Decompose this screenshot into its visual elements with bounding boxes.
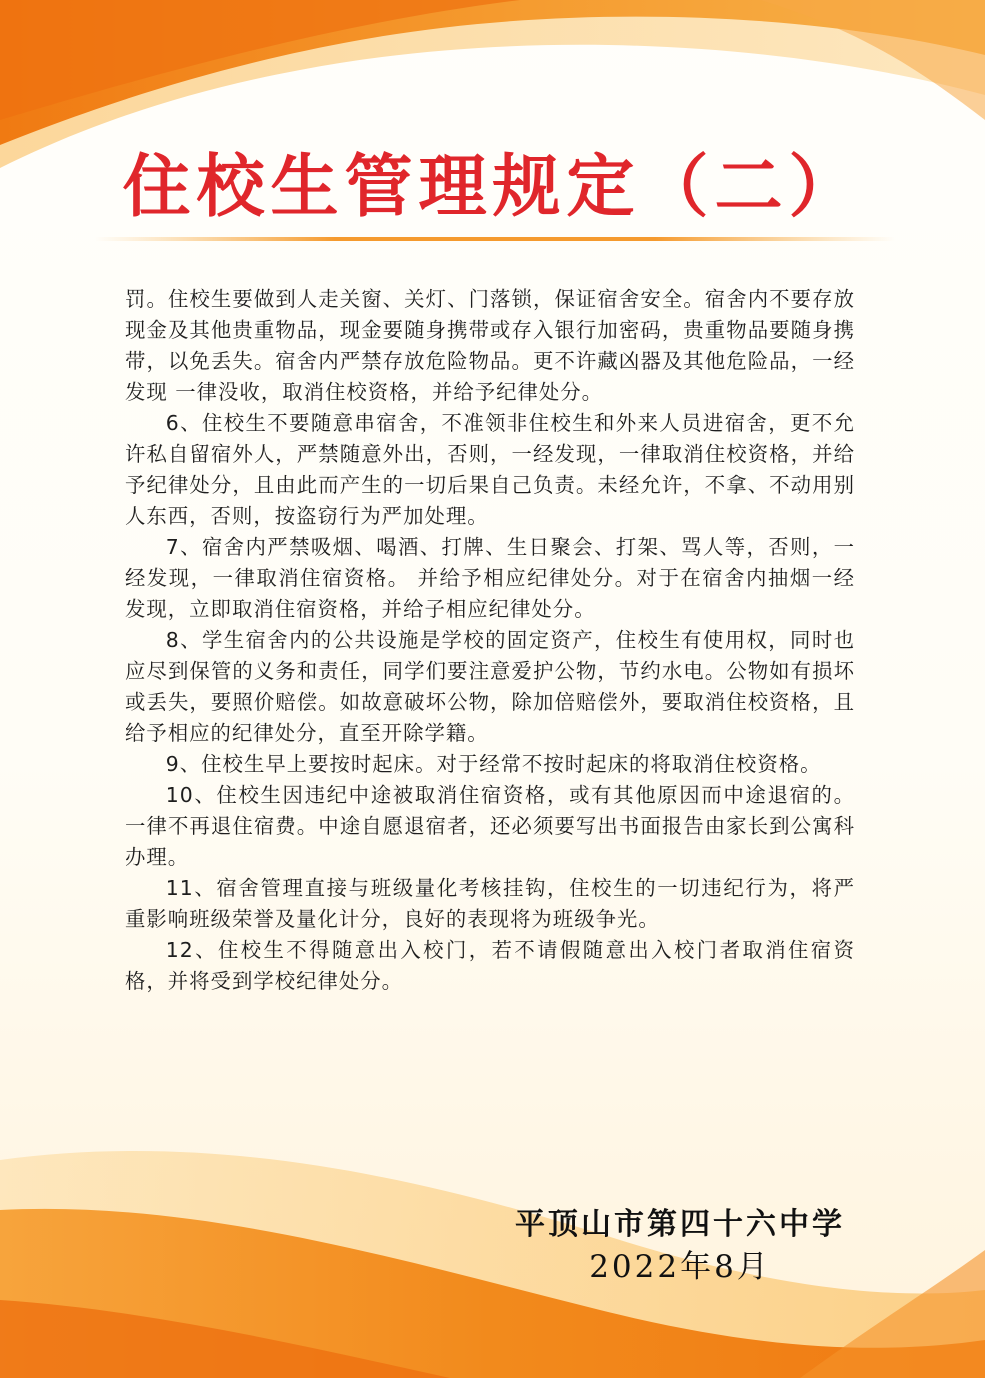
rule-12: 12、住校生不得随意出入校门，若不请假随意出入校门者取消住宿资格，并将受到学校纪律处分。 [125, 938, 855, 993]
regulation-body [125, 284, 855, 997]
rule-7: 7、宿舍内严禁吸烟、喝酒、打牌、生日聚会、打架、骂人等，否则，一经发现，一律取消住宿资格。 并给予相应纪律处分。对于在宿舍内抽烟一经发现，立即取消住宿资格，并给子相应纪律处分。 [125, 535, 855, 621]
signature-block [515, 1205, 845, 1289]
page-title: 住校生管理规定（二） [122, 147, 863, 227]
paragraph-continuation: 罚。住校生要做到人走关窗、关灯、门落锁，保证宿舍安全。宿舍内不要存放现金及其他贵重物品，现金要随身携带或存入银行加密码，贵重物品要随身携带，以免丢失。宿舍内严禁存放危险物品。更不许藏凶器及其他危险品，一经发现 一律没收，取消住校资格，并给予纪律处分。 [125, 287, 855, 404]
issue-date: 2022年8月 [589, 1249, 771, 1285]
rule-9: 9、住校生早上要按时起床。对于经常不按时起床的将取消住校资格。 [165, 752, 822, 776]
rule-6: 6、住校生不要随意串宿舍，不准领非住校生和外来人员进宿舍，更不允许私自留宿外人，严禁随意外出，否则，一经发现，一律取消住校资格，并给予纪律处分，且由此而产生的一切后果自己负责。未经允许，不拿、不动用别人东西，否则，按盗窃行为严加处理。 [125, 411, 855, 528]
rule-10: 10、住校生因违纪中途被取消住宿资格，或有其他原因而中途退宿的。 一律不再退住宿费。中途自愿退宿者，还必须要写出书面报告由家长到公寓科办理。 [125, 783, 855, 869]
school-name: 平顶山市第四十六中学 [515, 1207, 845, 1242]
title-underline [95, 236, 895, 242]
rule-11: 11、宿舍管理直接与班级量化考核挂钩，住校生的一切违纪行为，将严重影响班级荣誉及量化计分，良好的表现将为班级争光。 [125, 876, 855, 931]
rule-8: 8、学生宿舍内的公共设施是学校的固定资产，住校生有使用权，同时也应尽到保管的义务和责任，同学们要注意爱护公物，节约水电。公物如有损坏或丢失，要照价赔偿。如故意破坏公物，除加倍赔偿外，要取消住校资格，且给予相应的纪律处分，直至开除学籍。 [125, 628, 855, 745]
